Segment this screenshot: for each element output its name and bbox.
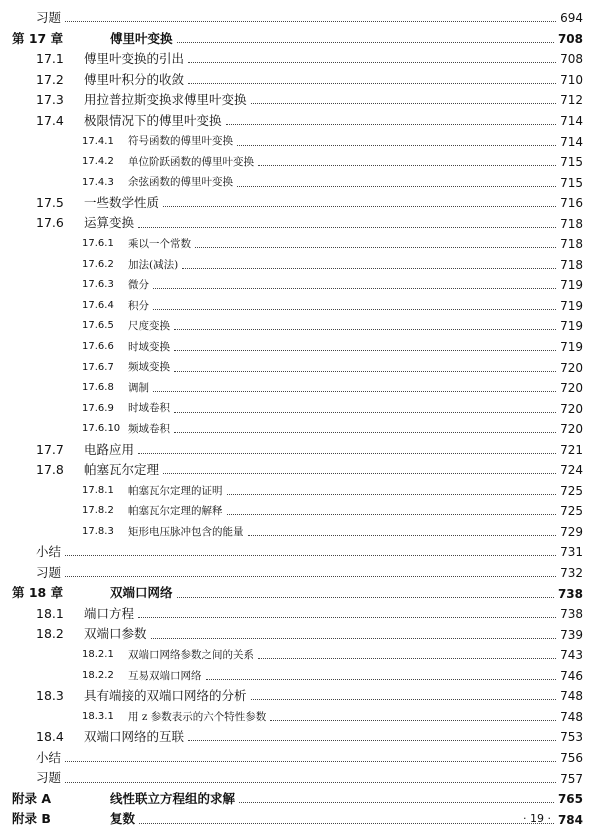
toc-entry	[0, 542, 599, 563]
entry-title: 矩形电压脉冲包含的能量	[128, 525, 244, 538]
dot-leader	[138, 616, 556, 618]
dot-leader	[174, 411, 556, 413]
toc-entry	[0, 501, 599, 522]
toc-entry	[0, 8, 599, 29]
dot-leader	[65, 781, 556, 783]
entry-number: 17.8.3	[82, 525, 114, 537]
toc-entry	[0, 583, 599, 604]
dot-leader	[251, 698, 557, 700]
dot-leader	[177, 41, 554, 43]
entry-number: 17.1	[36, 51, 64, 67]
entry-title: 尺度变换	[128, 320, 170, 333]
entry-title: 电路应用	[84, 441, 135, 457]
entry-number: 17.5	[36, 194, 64, 210]
toc-entry	[0, 419, 599, 440]
dot-leader	[177, 596, 554, 598]
entry-number: 附录 A	[12, 790, 52, 806]
entry-number: 17.6.1	[82, 238, 114, 250]
entry-page: 719	[560, 298, 583, 313]
entry-page: 708	[560, 52, 583, 67]
entry-page: 738	[560, 607, 583, 622]
dot-leader	[237, 185, 556, 187]
entry-page: 743	[560, 648, 583, 663]
entry-title: 微分	[128, 279, 149, 292]
entry-number: 17.4.1	[82, 135, 114, 147]
toc-entry	[0, 49, 599, 70]
entry-number: 17.8.1	[82, 484, 114, 496]
dot-leader	[206, 678, 557, 680]
toc-entry	[0, 563, 599, 584]
entry-page: 710	[560, 72, 583, 87]
entry-page: 746	[560, 668, 583, 683]
entry-title: 加法(减法)	[128, 258, 179, 271]
dot-leader	[188, 82, 556, 84]
entry-number: 17.8.2	[82, 505, 114, 517]
toc-entry	[0, 748, 599, 769]
dot-leader	[258, 657, 556, 659]
entry-number: 17.6.3	[82, 279, 114, 291]
entry-number: 17.6	[36, 215, 64, 231]
entry-page: 719	[560, 319, 583, 334]
toc-entry	[0, 378, 599, 399]
entry-title: 线性联立方程组的求解	[110, 790, 236, 806]
entry-number: 18.3	[36, 688, 64, 704]
entry-page: 765	[557, 792, 583, 807]
entry-number: 18.2.2	[82, 669, 114, 681]
entry-title: 单位阶跃函数的傅里叶变换	[128, 155, 254, 168]
toc-entry	[0, 111, 599, 132]
entry-number: 17.6.9	[82, 402, 114, 414]
dot-leader	[65, 554, 556, 556]
entry-title: 时域变换	[128, 340, 170, 353]
toc-entry	[0, 789, 599, 810]
toc-entry	[0, 193, 599, 214]
dot-leader	[227, 513, 557, 515]
entry-number: 17.6.4	[82, 299, 114, 311]
toc-entry	[0, 768, 599, 789]
entry-title: 乘以一个常数	[128, 238, 191, 251]
entry-number: 17.2	[36, 71, 64, 87]
dot-leader	[65, 575, 556, 577]
entry-title: 小结	[36, 544, 62, 560]
entry-page: 748	[560, 689, 583, 704]
toc-entry	[0, 70, 599, 91]
entry-number: 18.3.1	[82, 710, 114, 722]
page-number: · 19 ·	[523, 812, 551, 825]
toc-entry	[0, 522, 599, 543]
toc-entry	[0, 213, 599, 234]
entry-number: 第 18 章	[12, 585, 64, 601]
dot-leader	[174, 370, 556, 372]
entry-title: 互易双端口网络	[128, 669, 202, 682]
entry-title: 习题	[36, 770, 62, 786]
entry-number: 17.6.8	[82, 382, 114, 394]
entry-page: 694	[560, 11, 583, 26]
dot-leader	[174, 328, 556, 330]
toc-entry	[0, 727, 599, 748]
entry-number: 18.2.1	[82, 649, 114, 661]
entry-number: 17.4	[36, 112, 64, 128]
entry-number: 17.8	[36, 462, 64, 478]
entry-title: 极限情况下的傅里叶变换	[84, 112, 222, 128]
dot-leader	[163, 205, 556, 207]
entry-number: 18.2	[36, 626, 64, 642]
dot-leader	[151, 637, 557, 639]
entry-page: 720	[560, 422, 583, 437]
dot-leader	[237, 144, 556, 146]
entry-page: 725	[560, 483, 583, 498]
entry-page: 729	[560, 524, 583, 539]
entry-title: 频域卷积	[128, 422, 170, 435]
entry-page: 714	[560, 134, 583, 149]
entry-page: 718	[560, 237, 583, 252]
dot-leader	[174, 431, 556, 433]
entry-page: 757	[560, 771, 583, 786]
entry-page: 720	[560, 381, 583, 396]
toc-entry	[0, 316, 599, 337]
entry-title: 具有端接的双端口网络的分析	[84, 688, 247, 704]
toc-entry	[0, 234, 599, 255]
dot-leader	[174, 349, 556, 351]
entry-number: 18.4	[36, 729, 64, 745]
entry-title: 端口方程	[84, 605, 135, 621]
entry-title: 双端口网络参数之间的关系	[128, 648, 254, 661]
entry-number: 18.1	[36, 605, 64, 621]
dot-leader	[188, 61, 556, 63]
entry-title: 频域变换	[128, 361, 170, 374]
entry-title: 调制	[128, 381, 149, 394]
toc-entry	[0, 357, 599, 378]
dot-leader	[65, 760, 556, 762]
entry-title: 傅里叶积分的收敛	[84, 71, 185, 87]
dot-leader	[251, 102, 557, 104]
entry-page: 731	[560, 545, 583, 560]
entry-title: 运算变换	[84, 215, 135, 231]
entry-page: 720	[560, 401, 583, 416]
toc-entry	[0, 645, 599, 666]
dot-leader	[195, 246, 556, 248]
entry-page: 708	[557, 31, 583, 46]
entry-title: 时域卷积	[128, 402, 170, 415]
toc-entry	[0, 398, 599, 419]
entry-page: 725	[560, 504, 583, 519]
entry-page: 756	[560, 750, 583, 765]
dot-leader	[270, 719, 556, 721]
toc-entry	[0, 131, 599, 152]
dot-leader	[153, 308, 556, 310]
entry-page: 721	[560, 442, 583, 457]
toc-entry	[0, 275, 599, 296]
toc-entry	[0, 666, 599, 687]
entry-title: 余弦函数的傅里叶变换	[128, 176, 233, 189]
entry-page: 718	[560, 257, 583, 272]
entry-number: 附录 B	[12, 811, 51, 827]
toc-entry	[0, 172, 599, 193]
toc-entry	[0, 707, 599, 728]
toc-entry	[0, 296, 599, 317]
toc-entry	[0, 152, 599, 173]
entry-title: 双端口网络的互联	[84, 729, 185, 745]
entry-number: 17.6.10	[82, 423, 121, 435]
dot-leader	[65, 20, 556, 22]
dot-leader	[138, 226, 556, 228]
entry-page: 718	[560, 216, 583, 231]
dot-leader	[239, 801, 554, 803]
toc-entry	[0, 686, 599, 707]
entry-title: 小结	[36, 749, 62, 765]
entry-page: 753	[560, 730, 583, 745]
dot-leader	[226, 123, 557, 125]
toc-entry	[0, 337, 599, 358]
entry-title: 双端口网络	[110, 585, 173, 601]
dot-leader	[188, 739, 556, 741]
entry-title: 积分	[128, 299, 149, 312]
entry-number: 17.6.7	[82, 361, 114, 373]
entry-title: 傅里叶变换的引出	[84, 51, 185, 67]
toc-entry	[0, 604, 599, 625]
entry-page: 784	[557, 812, 583, 827]
entry-title: 帕塞瓦尔定理	[84, 462, 160, 478]
entry-number: 17.6.5	[82, 320, 114, 332]
dot-leader	[258, 164, 556, 166]
table-of-contents	[0, 8, 599, 830]
entry-number: 17.6.6	[82, 341, 114, 353]
dot-leader	[182, 267, 556, 269]
entry-page: 732	[560, 566, 583, 581]
toc-entry	[0, 624, 599, 645]
entry-title: 复数	[110, 811, 136, 827]
entry-title: 习题	[36, 10, 62, 26]
entry-page: 738	[557, 586, 583, 601]
dot-leader	[153, 287, 556, 289]
entry-number: 17.4.2	[82, 156, 114, 168]
entry-number: 17.6.2	[82, 258, 114, 270]
entry-page: 715	[560, 155, 583, 170]
entry-title: 傅里叶变换	[110, 30, 173, 46]
entry-page: 716	[560, 196, 583, 211]
entry-page: 739	[560, 627, 583, 642]
dot-leader	[139, 822, 554, 824]
entry-number: 17.3	[36, 92, 64, 108]
entry-title: 帕塞瓦尔定理的解释	[128, 505, 223, 518]
toc-entry	[0, 439, 599, 460]
entry-page: 712	[560, 93, 583, 108]
toc-entry	[0, 255, 599, 276]
entry-title: 一些数学性质	[84, 194, 160, 210]
entry-title: 用拉普拉斯变换求傅里叶变换	[84, 92, 247, 108]
entry-title: 双端口参数	[84, 626, 147, 642]
entry-page: 719	[560, 278, 583, 293]
toc-entry	[0, 460, 599, 481]
entry-number: 17.7	[36, 441, 64, 457]
toc-entry	[0, 90, 599, 111]
entry-page: 719	[560, 340, 583, 355]
entry-page: 714	[560, 114, 583, 128]
entry-number: 17.4.3	[82, 176, 114, 188]
entry-title: 帕塞瓦尔定理的证明	[128, 484, 223, 497]
entry-page: 720	[560, 360, 583, 375]
dot-leader	[153, 390, 556, 392]
dot-leader	[138, 452, 556, 454]
dot-leader	[163, 472, 556, 474]
entry-title: 习题	[36, 564, 62, 580]
toc-entry	[0, 29, 599, 50]
entry-page: 724	[560, 463, 583, 478]
entry-number: 第 17 章	[12, 30, 64, 46]
entry-page: 748	[560, 709, 583, 724]
toc-entry	[0, 481, 599, 502]
entry-title: 用 z 参数表示的六个特性参数	[128, 710, 267, 723]
entry-page: 715	[560, 175, 583, 190]
dot-leader	[227, 493, 557, 495]
dot-leader	[248, 534, 557, 536]
entry-title: 符号函数的傅里叶变换	[128, 135, 233, 148]
